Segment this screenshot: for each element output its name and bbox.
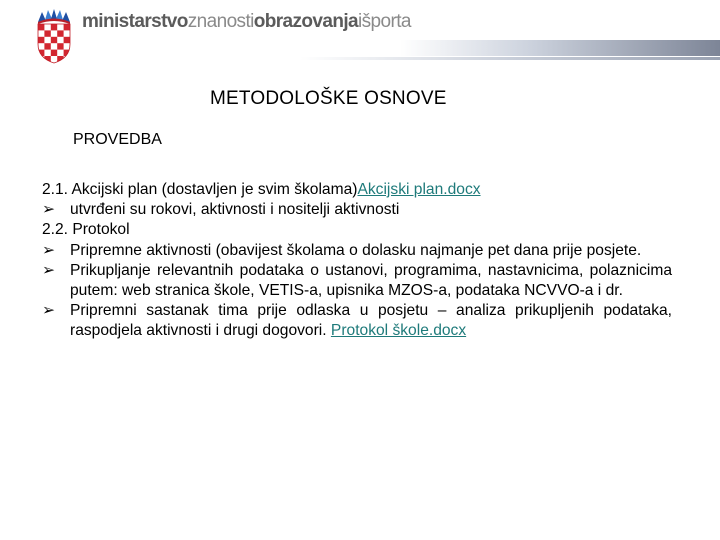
list-item-deadlines: ➢ utvrđeni su rokovi, aktivnosti i nositelji aktivnosti [42, 200, 672, 220]
header-gradient-line [300, 57, 720, 60]
slide-title: METODOLOŠKE OSNOVE [210, 88, 447, 109]
header [0, 0, 720, 70]
arrow-bullet-icon: ➢ [42, 302, 56, 320]
list-item-action-plan: 2.1. Akcijski plan (dostavljen je svim školama)Akcijski plan.docx [42, 181, 481, 198]
school-protocol-link[interactable]: Protokol škole.docx [330, 322, 467, 340]
slide-subtitle: PROVEDBA [73, 131, 162, 148]
slide-content [42, 180, 672, 342]
arrow-bullet-icon: ➢ [42, 261, 56, 279]
action-plan-link[interactable]: Akcijski plan.docx [357, 181, 481, 198]
list-item-preparatory-activities: ➢ Pripremne aktivnosti (obavijest školama o dolasku najmanje pet dana prije posjete. [42, 241, 672, 261]
list-item-team-meeting: ➢ Pripremni sastanak tima prije odlaska u posjetu – analiza prikupljenih podataka, raspodjela aktivnosti i drugi dogovori. Protokol škole.docx [42, 302, 672, 340]
croatian-coat-of-arms-icon [35, 8, 73, 64]
list-item-data-collection: ➢ Prikupljanje relevantnih podataka o ustanovi, programima, nastavnicima, polaznicima putem: web stranica škole, VETIS-a, upisnika MZOS-a, podataka NCVVO-a i dr. [42, 261, 672, 300]
arrow-bullet-icon: ➢ [42, 201, 56, 219]
arrow-bullet-icon: ➢ [42, 241, 56, 259]
list-item-protocol: 2.2. Protokol [42, 221, 130, 239]
header-gradient-band [400, 40, 720, 56]
ministry-name: ministarstvoznanostiobrazovanjaišporta [82, 11, 411, 32]
